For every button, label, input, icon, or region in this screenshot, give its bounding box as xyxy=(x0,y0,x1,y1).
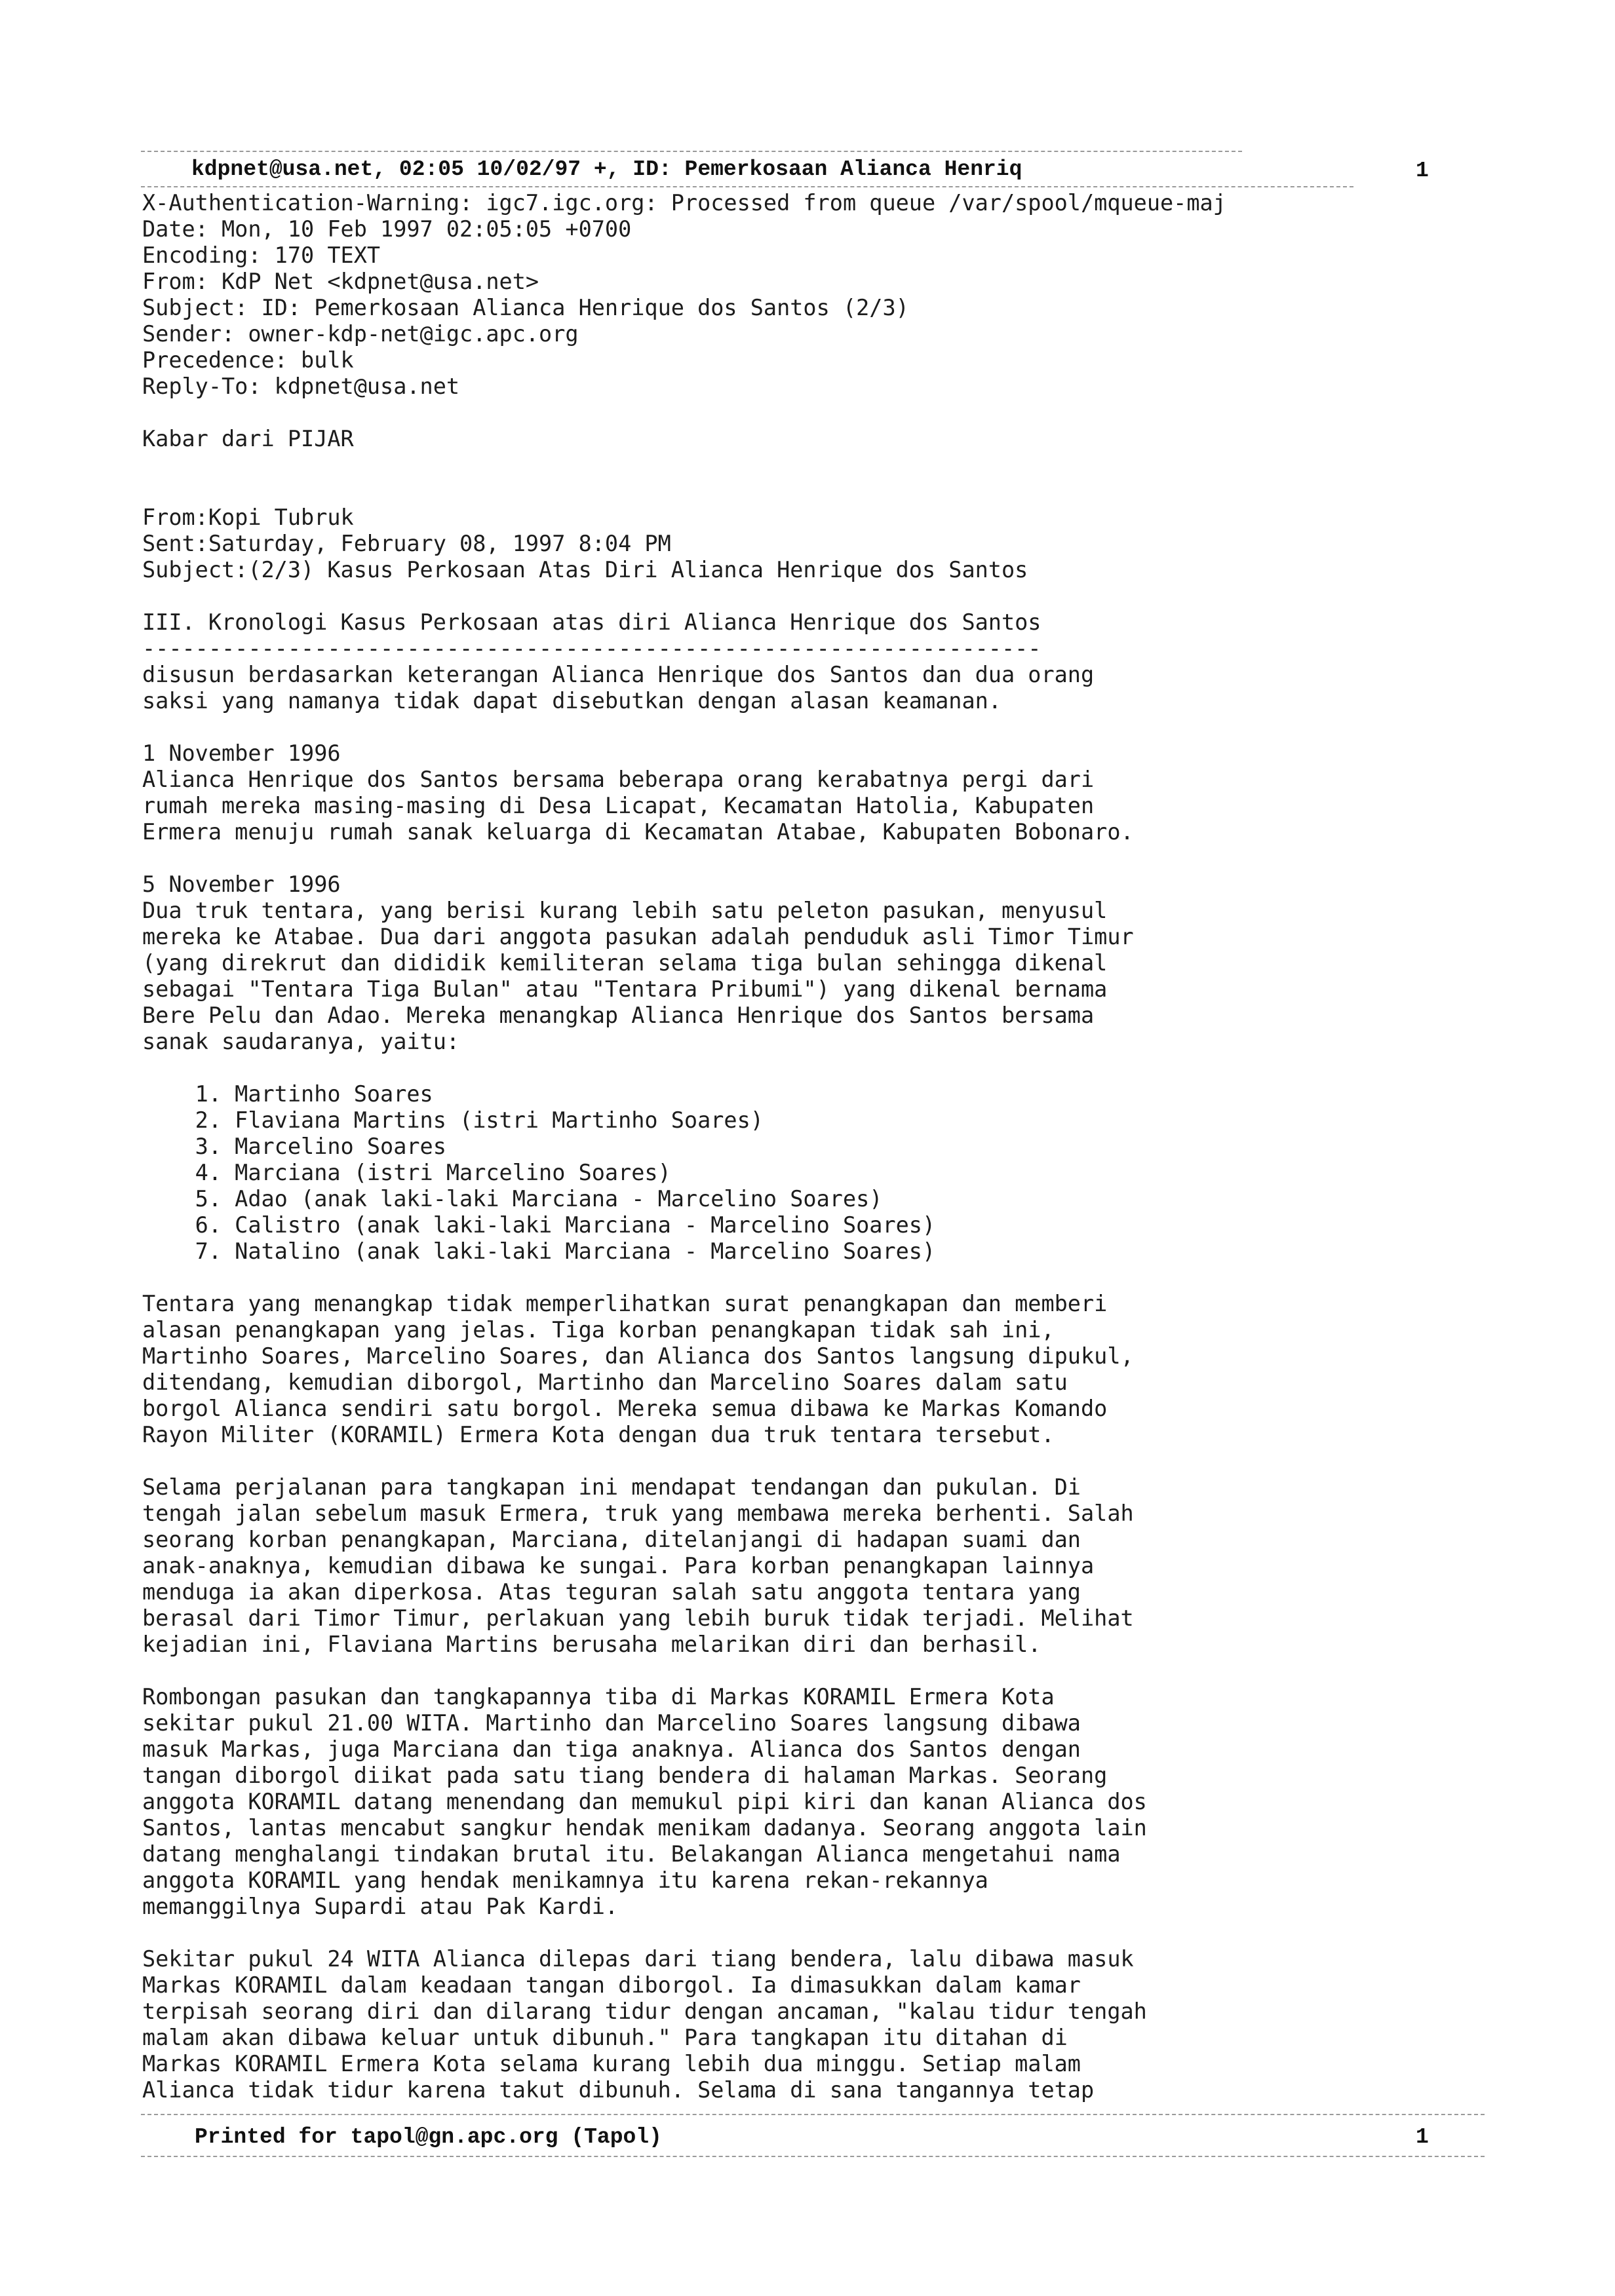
text-line: Selama perjalanan para tangkapan ini mendapat tendangan dan pukulan. Di xyxy=(142,1474,1081,1500)
header-title: kdpnet@usa.net, 02:05 10/02/97 +, ID: Pemerkosaan Alianca Henriq xyxy=(191,157,1022,182)
text-line xyxy=(142,1448,1479,1474)
text-line: mereka ke Atabae. Dua dari anggota pasukan adalah penduduk asli Timor Timur xyxy=(142,924,1134,949)
text-line: anak-anaknya, kemudian dibawa ke sungai. Para korban penangkapan lainnya xyxy=(142,1553,1095,1578)
text-line: Sender: owner-kdp-net@igc.apc.org xyxy=(142,321,579,347)
text-line: 1 November 1996 xyxy=(142,740,341,766)
text-line: Markas KORAMIL Ermera Kota selama kurang lebih dua minggu. Setiap malam xyxy=(142,2051,1081,2076)
text-line xyxy=(142,845,1479,871)
text-line: Markas KORAMIL dalam keadaan tangan diborgol. Ia dimasukkan dalam kamar xyxy=(142,1972,1081,1998)
text-line: Dua truk tentara, yang berisi kurang lebih satu peleton pasukan, menyusul xyxy=(142,898,1108,923)
text-line xyxy=(142,1055,1479,1081)
text-line xyxy=(142,583,1479,609)
text-line: Martinho Soares, Marcelino Soares, dan Alianca dos Santos langsung dipukul, xyxy=(142,1343,1134,1369)
text-line: datang menghalangi tindakan brutal itu. Belakangan Alianca mengetahui nama xyxy=(142,1841,1121,1867)
text-line: Sekitar pukul 24 WITA Alianca dilepas dari tiang bendera, lalu dibawa masuk xyxy=(142,1946,1134,1972)
header-page-number: 1 xyxy=(1416,159,1429,183)
text-line: kejadian ini, Flaviana Martins berusaha melarikan diri dan berhasil. xyxy=(142,1632,1041,1657)
text-line: memanggilnya Supardi atau Pak Kardi. xyxy=(142,1894,619,1919)
header-bottom-rule xyxy=(141,186,1353,187)
text-line: Ermera menuju rumah sanak keluarga di Kecamatan Atabae, Kabupaten Bobonaro. xyxy=(142,819,1134,845)
text-line: ditendang, kemudian diborgol, Martinho dan Marcelino Soares dalam satu xyxy=(142,1369,1068,1395)
text-line xyxy=(142,1265,1479,1291)
text-line: berasal dari Timor Timur, perlakuan yang lebih buruk tidak terjadi. Melihat xyxy=(142,1605,1134,1631)
text-line: Precedence: bulk xyxy=(142,347,354,373)
text-line: Encoding: 170 TEXT xyxy=(142,242,381,268)
text-line: 2. Flaviana Martins (istri Martinho Soares) xyxy=(142,1107,764,1133)
text-line: Date: Mon, 10 Feb 1997 02:05:05 +0700 xyxy=(142,216,632,242)
text-line: malam akan dibawa keluar untuk dibunuh." Para tangkapan itu ditahan di xyxy=(142,2025,1068,2050)
text-line: tangan diborgol diikat pada satu tiang bendera di halaman Markas. Seorang xyxy=(142,1763,1108,1788)
email-body xyxy=(142,190,1479,2103)
text-line: 3. Marcelino Soares xyxy=(142,1134,446,1159)
text-line: Sent:Saturday, February 08, 1997 8:04 PM xyxy=(142,531,671,556)
text-line: Rayon Militer (KORAMIL) Ermera Kota dengan dua truk tentara tersebut. xyxy=(142,1422,1055,1447)
text-line: From: KdP Net <kdpnet@usa.net> xyxy=(142,269,539,294)
text-line: anggota KORAMIL yang hendak menikamnya itu karena rekan-rekannya xyxy=(142,1867,988,1893)
text-line: sanak saudaranya, yaitu: xyxy=(142,1029,460,1054)
text-line xyxy=(142,714,1479,740)
text-line: Rombongan pasukan dan tangkapannya tiba di Markas KORAMIL Ermera Kota xyxy=(142,1684,1055,1710)
header-top-rule xyxy=(141,151,1242,152)
footer-bottom-rule xyxy=(141,2156,1485,2157)
footer-top-rule xyxy=(141,2114,1485,2115)
footer-printed-for: Printed for tapol@gn.apc.org (Tapol) xyxy=(195,2125,662,2149)
text-line: masuk Markas, juga Marciana dan tiga anaknya. Alianca dos Santos dengan xyxy=(142,1736,1081,1762)
text-line: 4. Marciana (istri Marcelino Soares) xyxy=(142,1160,671,1185)
text-line: Subject:(2/3) Kasus Perkosaan Atas Diri Alianca Henrique dos Santos xyxy=(142,557,1028,583)
text-line: Santos, lantas mencabut sangkur hendak menikam dadanya. Seorang anggota lain xyxy=(142,1815,1147,1841)
text-line xyxy=(142,478,1479,505)
text-line xyxy=(142,400,1479,426)
text-line: From:Kopi Tubruk xyxy=(142,505,354,530)
text-line xyxy=(142,452,1479,478)
text-line: Kabar dari PIJAR xyxy=(142,426,354,451)
text-line: alasan penangkapan yang jelas. Tiga korban penangkapan tidak sah ini, xyxy=(142,1317,1055,1343)
footer-page-number: 1 xyxy=(1416,2125,1429,2149)
text-line: sebagai "Tentara Tiga Bulan" atau "Tentara Pribumi") yang dikenal bernama xyxy=(142,976,1108,1002)
text-line: saksi yang namanya tidak dapat disebutkan dengan alasan keamanan. xyxy=(142,688,1002,714)
text-line: Bere Pelu dan Adao. Mereka menangkap Alianca Henrique dos Santos bersama xyxy=(142,1003,1095,1028)
text-line: terpisah seorang diri dan dilarang tidur dengan ancaman, "kalau tidur tengah xyxy=(142,1999,1147,2024)
text-line: 5. Adao (anak laki-laki Marciana - Marcelino Soares) xyxy=(142,1186,883,1212)
text-line: seorang korban penangkapan, Marciana, ditelanjangi di hadapan suami dan xyxy=(142,1527,1081,1552)
text-line: menduga ia akan diperkosa. Atas teguran salah satu anggota tentara yang xyxy=(142,1579,1081,1605)
text-line: sekitar pukul 21.00 WITA. Martinho dan Marcelino Soares langsung dibawa xyxy=(142,1710,1081,1736)
text-line: Tentara yang menangkap tidak memperlihatkan surat penangkapan dan memberi xyxy=(142,1291,1108,1316)
text-line: borgol Alianca sendiri satu borgol. Mereka semua dibawa ke Markas Komando xyxy=(142,1396,1108,1421)
text-line: 7. Natalino (anak laki-laki Marciana - Marcelino Soares) xyxy=(142,1238,936,1264)
text-line: 1. Martinho Soares xyxy=(142,1081,433,1107)
text-line: 6. Calistro (anak laki-laki Marciana - Marcelino Soares) xyxy=(142,1212,936,1238)
text-line: Alianca Henrique dos Santos bersama beberapa orang kerabatnya pergi dari xyxy=(142,767,1095,792)
text-line: X-Authentication-Warning: igc7.igc.org: Processed from queue /var/spool/mqueue-maj xyxy=(142,190,1226,216)
text-line: III. Kronologi Kasus Perkosaan atas diri Alianca Henrique dos Santos xyxy=(142,609,1041,635)
text-line: tengah jalan sebelum masuk Ermera, truk yang membawa mereka berhenti. Salah xyxy=(142,1501,1134,1526)
text-line: anggota KORAMIL datang menendang dan memukul pipi kiri dan kanan Alianca dos xyxy=(142,1789,1147,1814)
text-line: -------------------------------------------------------------------- xyxy=(142,636,1041,661)
text-line xyxy=(142,1658,1479,1684)
text-line: Alianca tidak tidur karena takut dibunuh. Selama di sana tangannya tetap xyxy=(142,2077,1095,2103)
text-line: Subject: ID: Pemerkosaan Alianca Henrique dos Santos (2/3) xyxy=(142,295,909,320)
text-line: Reply-To: kdpnet@usa.net xyxy=(142,373,460,399)
text-line: rumah mereka masing-masing di Desa Licapat, Kecamatan Hatolia, Kabupaten xyxy=(142,793,1095,818)
text-line: (yang direkrut dan dididik kemiliteran selama tiga bulan sehingga dikenal xyxy=(142,950,1108,976)
text-line xyxy=(142,1920,1479,1946)
text-line: disusun berdasarkan keterangan Alianca Henrique dos Santos dan dua orang xyxy=(142,662,1095,687)
text-line: 5 November 1996 xyxy=(142,871,341,897)
